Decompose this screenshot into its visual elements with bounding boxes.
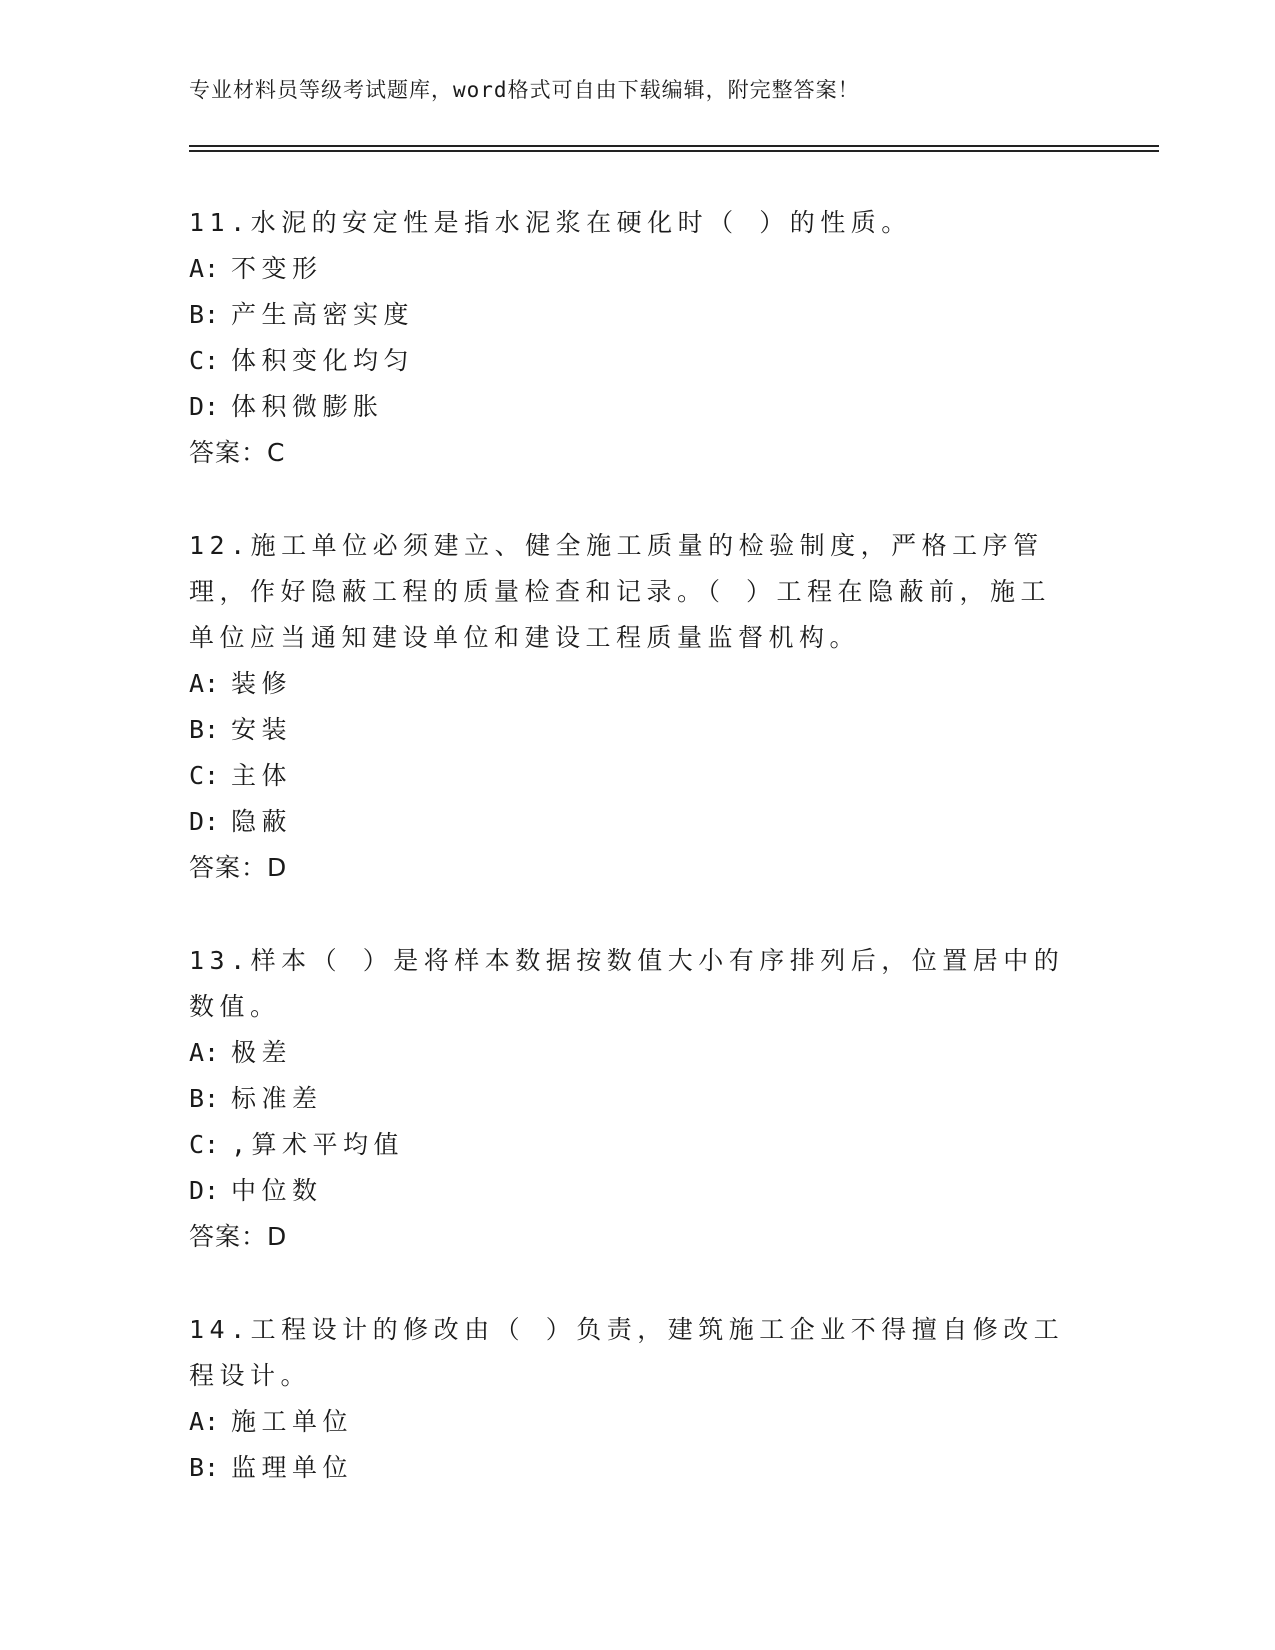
option-letter: A: bbox=[189, 669, 220, 698]
answer: 答案：D bbox=[189, 853, 288, 882]
option-text: 不变形 bbox=[231, 254, 323, 283]
option-letter: D: bbox=[189, 1176, 220, 1205]
option-a bbox=[189, 661, 1089, 707]
option-letter: A: bbox=[189, 254, 220, 283]
option-d bbox=[189, 799, 1089, 845]
option-b bbox=[189, 707, 1089, 753]
option-a bbox=[189, 246, 1089, 292]
question-stem: 11.水泥的安定性是指水泥浆在硬化时（ ）的性质。 bbox=[189, 208, 912, 237]
option-letter: D: bbox=[189, 807, 220, 836]
option-text: 体积微膨胀 bbox=[231, 392, 384, 421]
option-text: 产生高密实度 bbox=[231, 300, 415, 329]
option-letter: B: bbox=[189, 1453, 220, 1482]
option-text: 装修 bbox=[231, 669, 293, 698]
answer: 答案：C bbox=[189, 438, 286, 467]
option-text: 主体 bbox=[231, 761, 293, 790]
question-12 bbox=[189, 523, 1089, 891]
option-d bbox=[189, 384, 1089, 430]
option-b bbox=[189, 1445, 1089, 1491]
option-letter: A: bbox=[189, 1407, 220, 1436]
option-letter: C: bbox=[189, 761, 220, 790]
header-divider-bottom bbox=[189, 150, 1159, 152]
option-text: 施工单位 bbox=[231, 1407, 354, 1436]
question-14 bbox=[189, 1307, 1089, 1491]
option-text: 安装 bbox=[231, 715, 293, 744]
option-a bbox=[189, 1030, 1089, 1076]
header-divider-top bbox=[189, 145, 1159, 147]
question-13 bbox=[189, 938, 1089, 1260]
option-letter: B: bbox=[189, 715, 220, 744]
answer: 答案：D bbox=[189, 1222, 288, 1251]
option-c bbox=[189, 1122, 1089, 1168]
option-letter: D: bbox=[189, 392, 220, 421]
option-text: 隐蔽 bbox=[231, 807, 293, 836]
option-letter: C: bbox=[189, 346, 220, 375]
option-c bbox=[189, 753, 1089, 799]
option-text: 体积变化均匀 bbox=[231, 346, 415, 375]
option-letter: B: bbox=[189, 1084, 220, 1113]
option-text: 中位数 bbox=[231, 1176, 323, 1205]
question-11 bbox=[189, 200, 1089, 476]
question-list bbox=[189, 200, 1089, 1538]
option-letter: C: bbox=[189, 1130, 220, 1159]
option-text: 极差 bbox=[231, 1038, 293, 1067]
question-stem: 14.工程设计的修改由（ ）负责，建筑施工企业不得擅自修改工程设计。 bbox=[189, 1315, 1065, 1390]
option-text: ,算术平均值 bbox=[231, 1130, 405, 1159]
header-note: 专业材料员等级考试题库，word格式可自由下载编辑，附完整答案！ bbox=[189, 78, 860, 102]
question-stem: 12.施工单位必须建立、健全施工质量的检验制度，严格工序管理，作好隐蔽工程的质量检查和记录。（ ）工程在隐蔽前，施工单位应当通知建设单位和建设工程质量监督机构。 bbox=[189, 531, 1052, 652]
option-b bbox=[189, 1076, 1089, 1122]
option-b bbox=[189, 292, 1089, 338]
option-text: 标准差 bbox=[231, 1084, 323, 1113]
option-a bbox=[189, 1399, 1089, 1445]
option-letter: B: bbox=[189, 300, 220, 329]
question-stem: 13.样本（ ）是将样本数据按数值大小有序排列后，位置居中的数值。 bbox=[189, 946, 1065, 1021]
option-d bbox=[189, 1168, 1089, 1214]
option-letter: A: bbox=[189, 1038, 220, 1067]
option-text: 监理单位 bbox=[231, 1453, 354, 1482]
option-c bbox=[189, 338, 1089, 384]
